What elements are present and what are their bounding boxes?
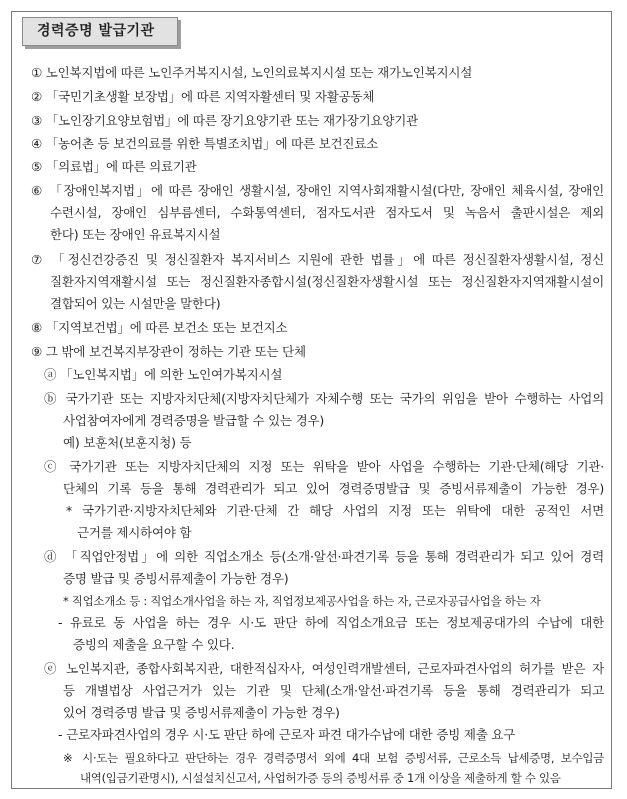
list-item-6: ⑥ 「장애인복지법」에 따른 장애인 생활시설, 장애인 지역사회재활시설(다만, 장애인 체육시설, 장애인 bbox=[31, 183, 604, 198]
sub-item-d: ⓓ 「직업안정법」에 의한 직업소개소 등(소개·알선·파견기록 등을 통해 경력관리가 되고 있어 경력 bbox=[44, 549, 604, 564]
list-item-7-cont: 질환자지역재활시설 또는 정신질환자종합시설(정신질환자생활시설 또는 정신질환자지역재활시설이 bbox=[50, 274, 604, 289]
sub-item-e-cont: 있어 경력증명 발급 및 증빙서류제출이 가능한 경우) bbox=[63, 705, 340, 720]
list-item-6-cont: 수련시설, 장애인 심부름센터, 수화통역센터, 점자도서관 점자도서 및 녹음서 출판시설은 제외 bbox=[50, 205, 604, 220]
sub-item-d-note: * 직업소개소 등 : 직업소개사업을 하는 자, 직업정보제공사업을 하는 자, 근로자공급사업을 하는 자 bbox=[63, 594, 541, 608]
list-item-7-cont: 결합되어 있는 시설만을 말한다) bbox=[50, 296, 221, 311]
list-item-3: ③ 「노인장기요양보험법」에 따른 장기요양기관 또는 재가장기요양기관 bbox=[31, 113, 418, 128]
sub-item-d-cont: 증명 발급 및 증빙서류제출이 가능한 경우) bbox=[63, 571, 289, 586]
list-item-7: ⑦ 「정신건강증진 및 정신질환자 복지서비스 지원에 관한 법률」에 따른 정신질환자생활시설, 정신 bbox=[31, 252, 604, 267]
list-item-5: ⑤ 「의료법」에 따른 의료기관 bbox=[31, 159, 197, 174]
sub-item-c-cont: 단체의 기록 등을 통해 경력관리가 되고 있어 경력증명발급 및 증빙서류제출이 가능한 경우) bbox=[63, 481, 604, 496]
sub-item-b: ⓑ 국가기관 또는 지방자치단체(지방자치단체가 자체수행 또는 국가의 위임을 받아 수행하는 사업의 bbox=[44, 391, 604, 406]
sub-item-c-note: * 국가기관·지방자치단체와 기관·단체 간 해당 사업의 지정 또는 위탁에 대한 공적인 서면 bbox=[66, 503, 604, 518]
list-item-9: ⑨ 그 밖에 보건복지부장관이 정하는 기관 또는 단체 bbox=[31, 344, 306, 359]
sub-item-b-example: 예) 보훈처(보훈지청) 등 bbox=[63, 435, 192, 450]
sub-item-e-dash: - 근로자파견사업의 경우 시·도 판단 하에 근로자 파견 대가수납에 대한 증빙 제출 요구 bbox=[58, 727, 516, 742]
sub-item-b-cont: 사업참여자에게 경력증명을 발급할 수 있는 경우) bbox=[63, 413, 325, 428]
footnote: ※ 시·도는 필요하다고 판단하는 경우 경력증명서 외에 4대 보험 증빙서류, 근로소득 납세증명, 보수입금 bbox=[63, 751, 604, 765]
sub-item-e-cont: 등 개별법상 사업근거가 있는 기관 및 단체(소개·알선·파견기록 등을 통해 경력관리가 되고 bbox=[63, 683, 604, 698]
list-item-2: ② 「국민기초생활 보장법」에 따른 지역자활센터 및 자활공동체 bbox=[31, 89, 375, 104]
sub-item-d-dash: - 유료로 동 사업을 하는 경우 시·도 판단 하에 직업소개요금 또는 정보제공대가의 수납에 대한 bbox=[58, 615, 604, 630]
list-item-8: ⑧ 「지역보건법」에 따른 보건소 또는 보건지소 bbox=[31, 320, 288, 335]
sub-item-c-note-cont: 근거를 제시하여야 함 bbox=[77, 525, 192, 540]
sub-item-c: ⓒ 국가기관 또는 지방자치단체의 지정 또는 위탁을 받아 사업을 수행하는 기관·단체(해당 기관· bbox=[44, 459, 604, 474]
section-title: 경력증명 발급기관 bbox=[22, 17, 178, 46]
sub-item-d-dash-cont: 증빙의 제출을 요구할 수 있다. bbox=[73, 637, 235, 652]
list-item-4: ④ 「농어촌 등 보건의료를 위한 특별조치법」에 따른 보건진료소 bbox=[31, 136, 379, 151]
sub-item-a: ⓐ 「노인복지법」에 의한 노인여가복지시설 bbox=[44, 367, 283, 382]
footnote-cont: 내역(입금기관명시), 시설설치신고서, 사업허가증 등의 증빙서류 중 1개 이상을 제출하게 할 수 있음 bbox=[80, 771, 561, 785]
sub-item-e: ⓔ 노인복지관, 종합사회복지관, 대한적십자사, 여성인력개발센터, 근로자파견사업의 허가를 받은 자 bbox=[44, 661, 604, 676]
list-item-1: ① 노인복지법에 따른 노인주거복지시설, 노인의료복지시설 또는 재가노인복지시설 bbox=[31, 65, 473, 80]
list-item-6-cont: 한다) 또는 장애인 유료복지시설 bbox=[50, 227, 221, 242]
